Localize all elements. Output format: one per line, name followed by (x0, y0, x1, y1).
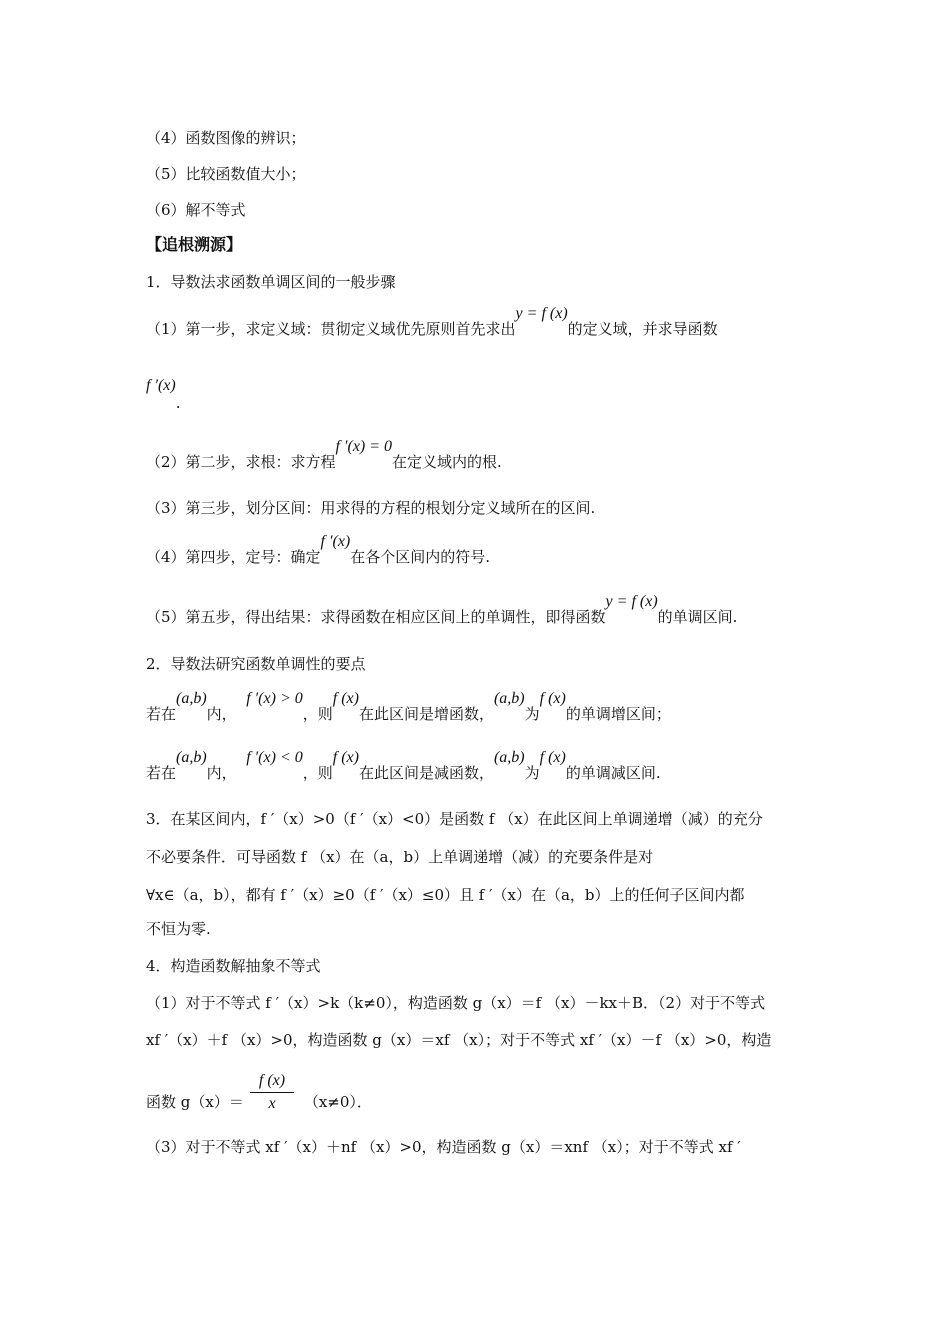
s1-step5: （5）第五步，得出结果：求得函数在相应区间上的单调性，即得函数y = f (x)的单调区间. (146, 593, 738, 626)
s1-title: 1．导数法求函数单调区间的一般步骤 (146, 273, 396, 291)
s4-title: 4．构造函数解抽象不等式 (146, 957, 321, 975)
s1-step3: （3）第三步，划分区间：用求得的方程的根划分定义域所在的区间. (146, 499, 596, 517)
math-fprime-eq-0: f ′(x) = 0 (335, 438, 393, 455)
s4-line1: （1）对于不等式 f ′（x）>k（k≠0），构造函数 g（x）＝f （x）－kx＋B．（2）对于不等式 (146, 994, 766, 1012)
list-item-5: （5）比较函数值大小； (146, 165, 306, 183)
math-fprime-x: f ′(x) (146, 377, 176, 394)
s1-step1-cont: f ′(x). (146, 377, 181, 412)
s3-line3: ∀x∈（a，b），都有 f ′（x）≥0（f ′（x）≤0）且 f ′（x）在（a，b）上的任何子区间内都 (146, 886, 745, 904)
s4-line3: 函数 g（x）＝ （x≠0）． (146, 1093, 372, 1111)
s1-step2: （2）第二步，求根：求方程f ′(x) = 0在定义域内的根. (146, 438, 502, 471)
s4-line4: （3）对于不等式 xf ′（x）＋nf （x）>0，构造函数 g（x）＝xnf （x）；对于不等式 xf ′ (146, 1138, 741, 1156)
s2-title: 2．导数法研究函数单调性的要点 (146, 655, 366, 673)
fraction-denominator: x (268, 1095, 276, 1112)
fraction-numerator: f (x) (258, 1072, 286, 1089)
list-item-4: （4）函数图像的辨识； (146, 129, 306, 147)
s2-line1: 若在(a,b)内， f ′(x) > 0，则f (x)在此区间是增函数，(a,b)为f (x)的单调增区间； (146, 690, 671, 723)
s4-line2: xf ′（x）＋f （x）>0，构造函数 g（x）＝xf （x）；对于不等式 xf ′（x）－f （x）>0，构造 (146, 1031, 772, 1049)
math-y-eq-fx: y = f (x) (605, 593, 658, 610)
section-title: 【追根溯源】 (146, 235, 243, 254)
s3-line4: 不恒为零. (146, 920, 211, 938)
fraction-bar (250, 1092, 294, 1093)
math-fprime-x: f ′(x) (320, 533, 351, 550)
list-item-6: （6）解不等式 (146, 201, 246, 219)
s1-step4: （4）第四步，定号：确定f ′(x)在各个区间内的符号. (146, 533, 491, 566)
math-y-eq-fx: y = f (x) (515, 305, 568, 322)
s3-line2: 不必要条件．可导函数 f （x）在（a，b）上单调递增（减）的充要条件是对 (146, 848, 654, 866)
s2-line2: 若在(a,b)内， f ′(x) < 0，则f (x)在此区间是减函数，(a,b)为f (x)的单调减区间. (146, 749, 661, 782)
s1-step1: （1）第一步，求定义域：贯彻定义域优先原则首先求出y = f (x)的定义域，并求导函数 (146, 305, 718, 338)
s3-line1: 3．在某区间内，f ′（x）>0（f ′（x）<0）是函数 f （x）在此区间上单调递增（减）的充分 (146, 810, 763, 828)
fraction-fx-over-x (250, 1072, 294, 1113)
